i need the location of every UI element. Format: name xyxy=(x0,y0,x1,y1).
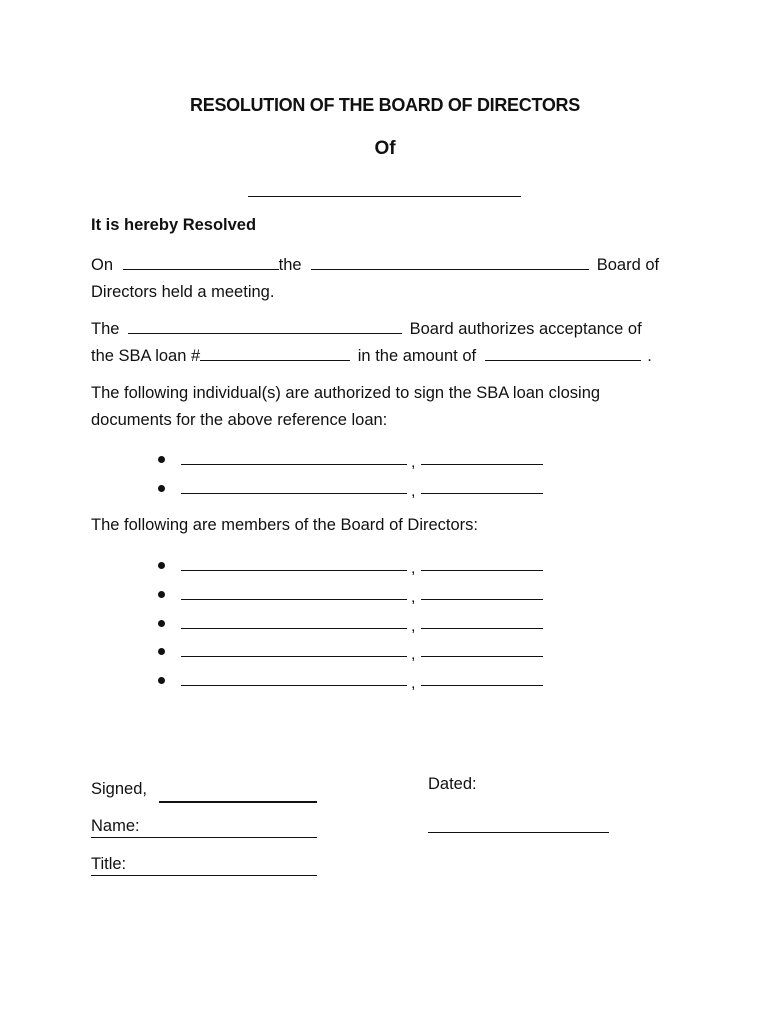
member-name-blank[interactable] xyxy=(181,656,407,657)
document-title: RESOLUTION OF THE BOARD OF DIRECTORS xyxy=(190,95,580,115)
separator-comma: , xyxy=(411,560,416,577)
period: . xyxy=(647,347,652,365)
dated-blank[interactable] xyxy=(428,832,609,833)
authorizes-label: Board authorizes acceptance of xyxy=(409,320,642,338)
meeting-line-1 xyxy=(91,254,659,275)
bullet-icon xyxy=(158,591,165,598)
title-blank[interactable] xyxy=(91,875,317,876)
meeting-date-blank[interactable] xyxy=(123,254,279,270)
amount-label: in the amount of xyxy=(357,347,477,365)
document-subtitle-of: Of xyxy=(374,138,396,159)
signer-title-blank[interactable] xyxy=(421,464,543,465)
board-of-label: Board of xyxy=(596,256,660,274)
bullet-icon xyxy=(158,620,165,627)
signers-intro-line-2: documents for the above reference loan: xyxy=(91,411,388,429)
separator-comma: , xyxy=(411,618,416,635)
member-name-blank[interactable] xyxy=(181,628,407,629)
signer-name-blank[interactable] xyxy=(181,493,407,494)
the-label: the xyxy=(278,256,302,274)
members-intro: The following are members of the Board of Directors: xyxy=(91,516,479,534)
member-title-blank[interactable] xyxy=(421,685,543,686)
name-label: Name: xyxy=(91,817,140,835)
on-label: On xyxy=(91,256,114,274)
signer-name-blank[interactable] xyxy=(181,464,407,465)
title-label: Title: xyxy=(91,855,127,873)
dated-label: Dated: xyxy=(428,775,477,793)
bullet-icon xyxy=(158,677,165,684)
bullet-icon xyxy=(158,456,165,463)
separator-comma: , xyxy=(411,454,416,471)
bullet-icon xyxy=(158,562,165,569)
company-blank-meeting[interactable] xyxy=(311,254,589,270)
member-title-blank[interactable] xyxy=(421,656,543,657)
resolved-heading: It is hereby Resolved xyxy=(91,216,257,234)
member-title-blank[interactable] xyxy=(421,570,543,571)
bullet-icon xyxy=(158,485,165,492)
signed-label: Signed, xyxy=(91,780,147,798)
member-name-blank[interactable] xyxy=(181,685,407,686)
member-title-blank[interactable] xyxy=(421,599,543,600)
loan-number-blank[interactable] xyxy=(200,345,350,361)
name-blank[interactable] xyxy=(91,837,317,838)
separator-comma: , xyxy=(411,675,416,692)
member-name-blank[interactable] xyxy=(181,570,407,571)
separator-comma: , xyxy=(411,589,416,606)
loan-line-2 xyxy=(91,345,652,366)
company-name-blank[interactable] xyxy=(248,196,521,197)
signer-title-blank[interactable] xyxy=(421,493,543,494)
bullet-icon xyxy=(158,648,165,655)
meeting-line-2: Directors held a meeting. xyxy=(91,283,275,301)
separator-comma: , xyxy=(411,483,416,500)
separator-comma: , xyxy=(411,646,416,663)
member-name-blank[interactable] xyxy=(181,599,407,600)
signers-intro-line-1: The following individual(s) are authorized to sign the SBA loan closing xyxy=(91,384,601,402)
company-blank-loan[interactable] xyxy=(128,318,402,334)
member-title-blank[interactable] xyxy=(421,628,543,629)
the-loan-label: The xyxy=(91,320,120,338)
loan-amount-blank[interactable] xyxy=(485,345,641,361)
signed-blank[interactable] xyxy=(159,801,317,803)
sba-loan-label: the SBA loan # xyxy=(91,347,201,365)
loan-line-1 xyxy=(91,318,642,339)
